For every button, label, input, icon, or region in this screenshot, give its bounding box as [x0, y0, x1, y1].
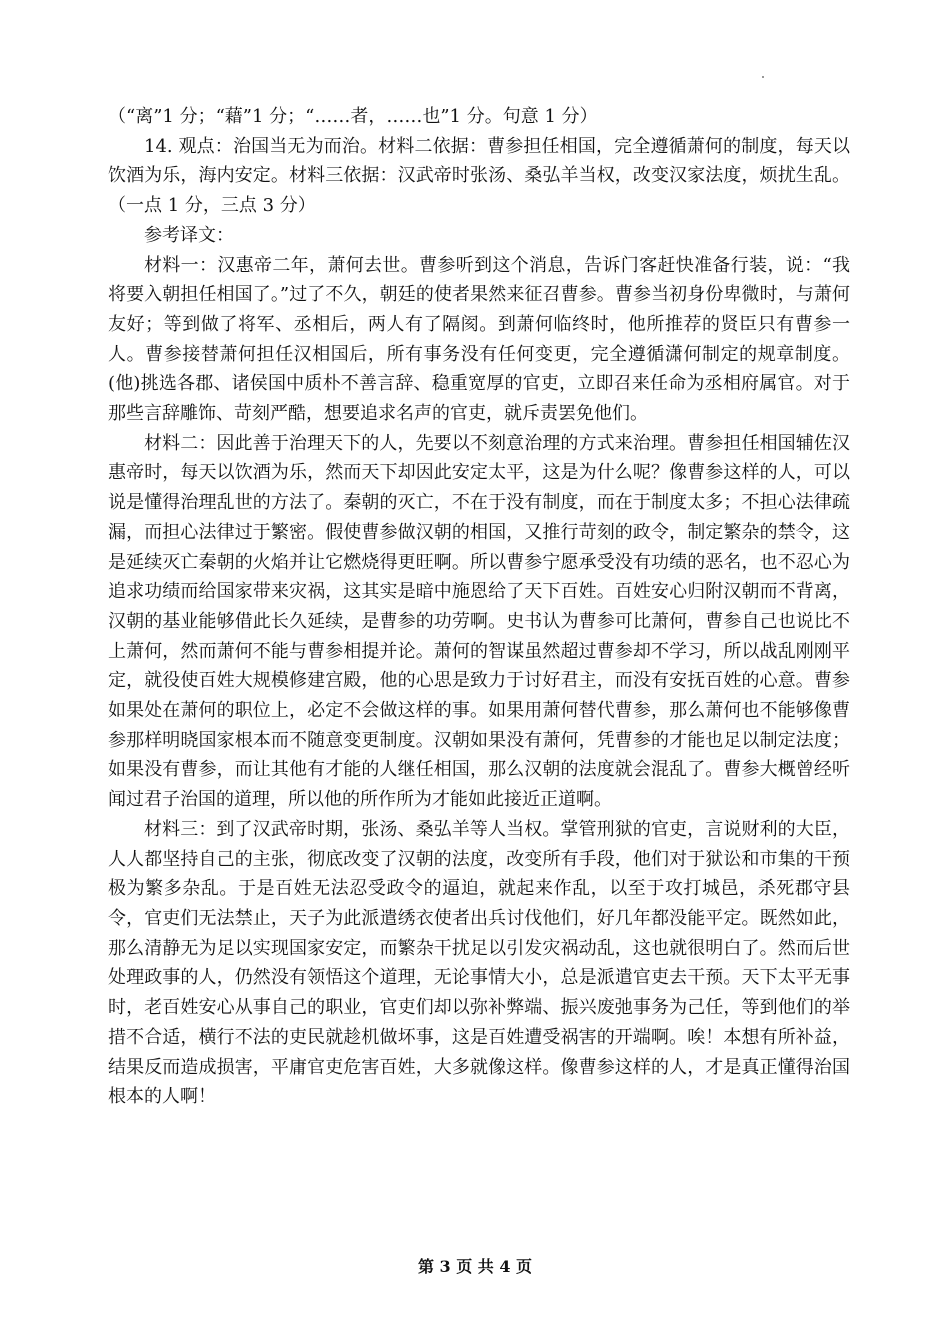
page-footer: 第 3 页 共 4 页	[417, 1257, 533, 1276]
material-2-paragraph: 材料二：因此善于治理天下的人，先要以不刻意治理的方式来治理。曹参担任相国辅佐汉惠帝时，每天以饮酒为乐，然而天下却因此安定太平，这是为什么呢？像曹参这样的人，可以说是懂得治理乱世的方法了。秦朝的灭亡，不在于没有制度，而在于制度太多；不担心法律疏漏，而担心法律过于繁密。假使曹参做汉朝的相国，又推行苛刻的政令，制定繁杂的禁令，这是延续灭亡秦朝的火焰并让它燃烧得更旺啊。所以曹参宁愿承受没有功绩的恶名，也不忍心为追求功绩而给国家带来灾祸，这其实是暗中施恩给了天下百姓。百姓安心归附汉朝而不背离，汉朝的基业能够借此长久延续，是曹参的功劳啊。史书认为曹参可比萧何，曹参自己也说比不上萧何，然而萧何不能与曹参相提并论。萧何的智谋虽然超过曹参却不学习，所以战乱刚刚平定，就役使百姓大规模修建宫殿，他的心思是致力于讨好君主，而没有安抚百姓的心意。曹参如果处在萧何的职位上，必定不会做这样的事。如果用萧何替代曹参，那么萧何也不能够像曹参那样明晓国家根本而不随意变更制度。汉朝如果没有萧何，凭曹参的才能也足以制定法度；如果没有曹参，而让其他有才能的人继任相国，那么汉朝的法度就会混乱了。曹参大概曾经听闻过君子治国的道理，所以他的所作所为才能如此接近正道啊。	[108, 432, 850, 811]
material-3-paragraph: 材料三：到了汉武帝时期，张汤、桑弘羊等人当权。掌管刑狱的官吏，言说财利的大臣，人人都坚持自己的主张，彻底改变了汉朝的法度，改变所有手段，他们对于狱讼和市集的干预极为繁多杂乱。于是百姓无法忍受政令的逼迫，就起来作乱，以至于攻打城邑，杀死郡守县令，官吏们无法禁止，天子为此派遣绣衣使者出兵讨伐他们，好几年都没能平定。既然如此，那么清静无为足以实现国家安定，而繁杂干扰足以引发灾祸动乱，这也就很明白了。然而后世处理政事的人，仍然没有领悟这个道理，无论事情大小，总是派遣官吏去干预。天下太平无事时，老百姓安心从事自己的职业，官吏们却以弥补弊端、振兴废弛事务为己任，等到他们的举措不合适，横行不法的吏民就趁机做坏事，这是百姓遭受祸害的开端啊。唉！本想有所补益，结果反而造成损害，平庸官吏危害百姓，大多就像这样。像曹参这样的人，才是真正懂得治国根本的人啊！	[108, 818, 850, 1108]
question-14-answer: 14. 观点：治国当无为而治。材料二依据：曹参担任相国，完全遵循萧何的制度，每天以饮酒为乐，海内安定。材料三依据：汉武帝时张汤、桑弘羊当权，改变汉家法度，烦扰生乱。（一点 1 分，三点 3 分）	[108, 135, 850, 217]
scoring-note: （“离”1 分；“藉”1 分；“……者，……也”1 分。句意 1 分）	[108, 106, 598, 127]
material-1-paragraph: 材料一：汉惠帝二年，萧何去世。曹参听到这个消息，告诉门客赶快准备行装，说：“我将要入朝担任相国了。”过了不久，朝廷的使者果然来征召曹参。曹参当初身份卑微时，与萧何友好；等到做了将军、丞相后，两人有了隔阂。到萧何临终时，他所推荐的贤臣只有曹参一人。曹参接替萧何担任汉相国后，所有事务没有任何变更，完全遵循潇何制定的规章制度。(他)挑选各郡、诸侯国中质朴不善言辞、稳重宽厚的官吏，立即召来任命为丞相府属官。对于那些言辞雕饰、苛刻严酷，想要追求名声的官吏，就斥责罢免他们。	[108, 254, 850, 425]
translation-heading: 参考译文：	[144, 224, 234, 246]
scan-speck	[762, 76, 764, 78]
document-body	[108, 102, 850, 1112]
